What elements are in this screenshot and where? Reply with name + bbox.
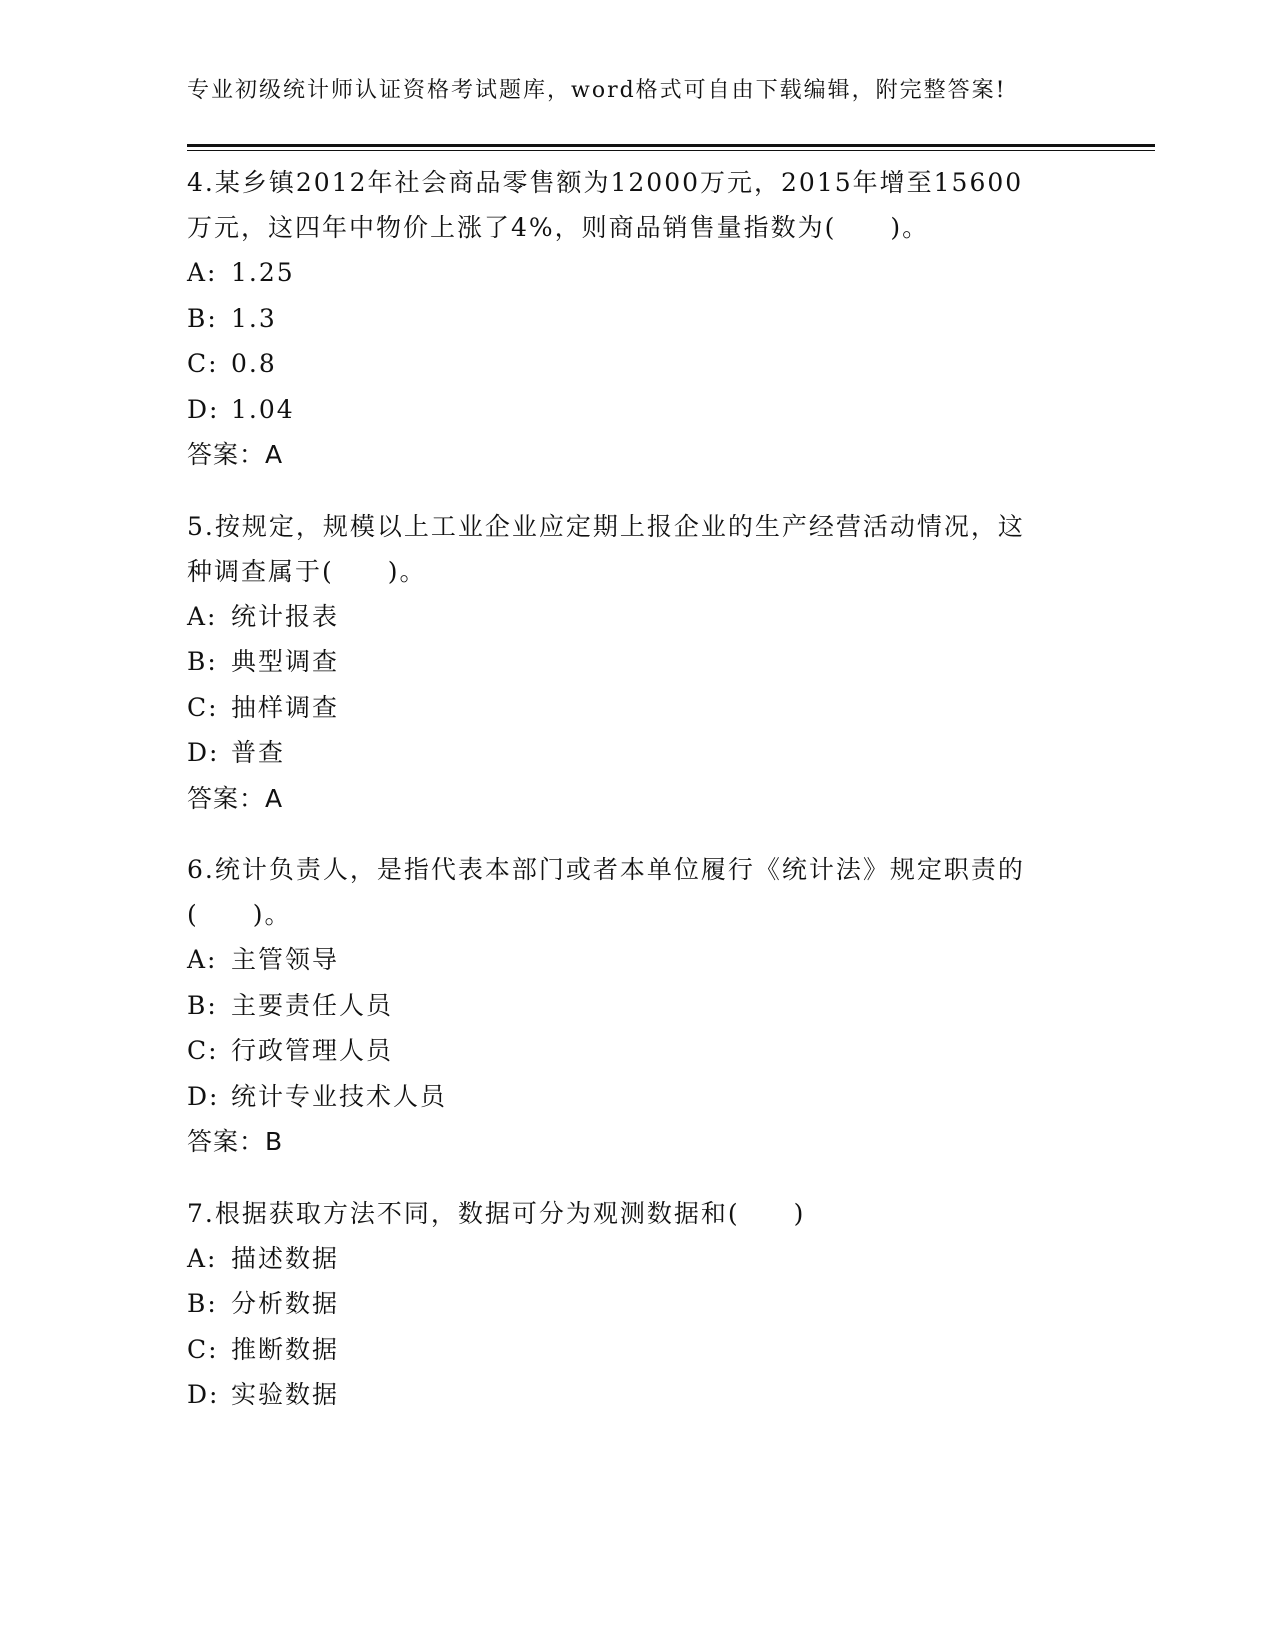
option-key: A: bbox=[187, 601, 218, 631]
question-stem: 5.按规定，规模以上工业企业应定期上报企业的生产经营活动情况，这种调查属于( )。 bbox=[187, 511, 1025, 586]
option-b bbox=[187, 983, 1087, 1029]
option-text: 实验数据 bbox=[231, 1380, 340, 1409]
option-a bbox=[187, 594, 1087, 640]
header-rule-thick bbox=[187, 144, 1155, 147]
option-b bbox=[187, 639, 1087, 685]
option-key: B: bbox=[187, 303, 218, 333]
option-text: 行政管理人员 bbox=[231, 1036, 394, 1065]
option-text: 抽样调查 bbox=[231, 692, 340, 722]
page-header: 专业初级统计师认证资格考试题库，word格式可自由下载编辑，附完整答案! bbox=[187, 78, 1007, 103]
option-key: B: bbox=[187, 1289, 218, 1318]
option-key: C: bbox=[187, 692, 219, 722]
option-b bbox=[187, 1281, 1087, 1327]
option-text: 0.8 bbox=[231, 349, 277, 378]
option-b bbox=[187, 296, 1087, 342]
option-c bbox=[187, 1028, 1087, 1074]
option-text: 1.04 bbox=[231, 394, 295, 424]
option-a bbox=[187, 1236, 1087, 1282]
option-c bbox=[187, 1327, 1087, 1373]
option-key: D: bbox=[187, 1081, 220, 1111]
option-key: D: bbox=[187, 394, 220, 424]
question-stem: 7.根据获取方法不同，数据可分为观测数据和( ) bbox=[187, 1198, 806, 1228]
question-stem: 6.统计负责人，是指代表本部门或者本单位履行《统计法》规定职责的( )。 bbox=[187, 855, 1025, 929]
option-text: 1.3 bbox=[231, 303, 277, 333]
option-key: C: bbox=[187, 1334, 219, 1364]
option-text: 统计报表 bbox=[231, 601, 340, 631]
option-text: 分析数据 bbox=[231, 1289, 340, 1318]
option-a bbox=[187, 250, 1087, 296]
question-stem: 4.某乡镇2012年社会商品零售额为12000万元，2015年增至15600万元，这四年中物价上涨了4%，则商品销售量指数为( )。 bbox=[187, 168, 1024, 242]
option-text: 普查 bbox=[231, 738, 286, 767]
header-rule-thin bbox=[187, 150, 1155, 151]
option-text: 统计专业技术人员 bbox=[231, 1081, 448, 1111]
option-key: A: bbox=[187, 258, 218, 287]
answer-line: 答案：A bbox=[187, 440, 284, 469]
option-key: C: bbox=[187, 349, 219, 378]
option-d bbox=[187, 1372, 1087, 1418]
option-key: A: bbox=[187, 945, 218, 974]
question-4 bbox=[187, 160, 1087, 478]
question-7 bbox=[187, 1191, 1087, 1418]
option-key: A: bbox=[187, 1243, 218, 1273]
option-d bbox=[187, 730, 1087, 776]
option-key: D: bbox=[187, 738, 220, 767]
option-key: B: bbox=[187, 990, 218, 1020]
option-a bbox=[187, 937, 1087, 983]
question-5 bbox=[187, 504, 1087, 822]
option-key: B: bbox=[187, 647, 218, 676]
option-c bbox=[187, 685, 1087, 731]
option-key: D: bbox=[187, 1380, 220, 1409]
option-text: 描述数据 bbox=[231, 1243, 340, 1273]
option-c bbox=[187, 341, 1087, 387]
answer-line: 答案：B bbox=[187, 1127, 284, 1156]
option-text: 典型调查 bbox=[231, 647, 340, 676]
option-text: 1.25 bbox=[231, 258, 295, 287]
option-text: 推断数据 bbox=[231, 1334, 340, 1364]
option-text: 主管领导 bbox=[231, 945, 340, 974]
answer-line: 答案：A bbox=[187, 783, 284, 813]
option-d bbox=[187, 387, 1087, 433]
option-d bbox=[187, 1074, 1087, 1120]
option-text: 主要责任人员 bbox=[231, 990, 394, 1020]
option-key: C: bbox=[187, 1036, 219, 1065]
question-list bbox=[187, 160, 1087, 1444]
question-6 bbox=[187, 847, 1087, 1165]
